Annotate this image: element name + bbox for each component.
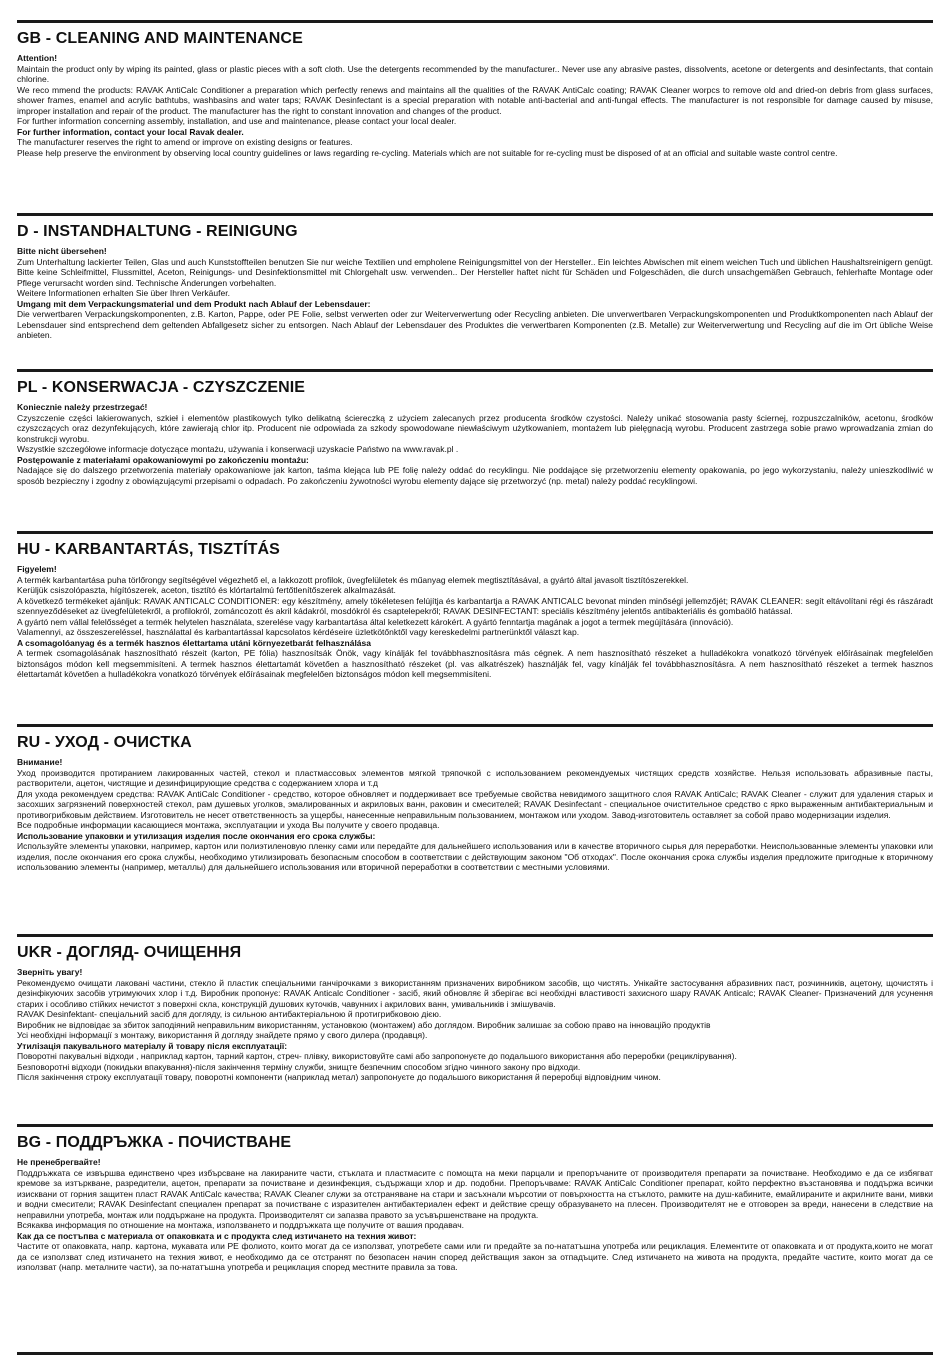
section-paragraph: RAVAK Desinfektant- спеціальний засіб для догляду, із сильною антибактеріальною й протигрибковою дією. — [17, 1009, 442, 1019]
section-body — [17, 402, 933, 486]
section-divider — [17, 724, 933, 727]
section-paragraph: Weitere Informationen erhalten Sie über Ihren Verkäufer. — [17, 288, 230, 298]
section-divider — [17, 531, 933, 534]
section-subheading: For further information, contact your local Ravak dealer. — [17, 126, 244, 137]
section-paragraph: Nadające się do dalszego przetworzenia materiały opakowaniowe jak karton, taśma klejąca lub PE folię należy oddać do recyklingu. Nie poddające się przetworzeniu elementy opakowania, po jego wykorzystaniu, należy unieszkodliwić w sposób bezpieczny i zgodny z obowiązującymi przepisami o odpadach. Po zakończeniu żywotności wyrobu elementy dające się przetworzyć (np. metal) należy poddać recyklingowi. — [17, 465, 933, 486]
section-ru — [17, 724, 933, 873]
section-body — [17, 246, 933, 341]
section-paragraph: Поворотні пакувальні відходи , наприклад картон, тарний картон, стреч- плівку, використовуйте самі або запропонуєте до подальшого використання або переробки (рециклірування). — [17, 1051, 737, 1061]
section-body — [17, 53, 933, 158]
section-body — [17, 1157, 933, 1273]
section-paragraph: Zum Unterhaltung lackierter Teilen, Glas und auch Kunststoffteilen benutzen Sie nur weiche Textilien und empholene Reinigungsmittel von der Hersteller.. Ein leichtes Abwischen mit einem weichen Tuch und üblichen Haushaltsreinigern genügt. Bitte keine Schleifmittel, Flussmittel, Aceton, Reinigungs- und Desinfektionsmittel mit Chlorgehalt usw. verwenden.. Der Hersteller haftet nicht für Schäden und Folgeschäden, die durch unsachgemäßen Gebrauch, fehlerhafte Montage oder Pflege verursacht worden sind. Technische Änderungen vorbehalten. — [17, 256, 933, 288]
section-paragraph: Рекомендуємо очищати лаковані частини, стекло й пластик спеціальними ганчірочками з використанням призначених виробником засобів, що чистять. Унікайте застосування абразивних паст, розчинників, ацетону, щочистять і дезінфікуючих засобів утримуючих хлор і т.д. Виробник пропонує: RAVAK Anticalc Conditioner - засіб, який обновляє й зберігає всі необхідні властивості захисного шару RAVAK Anticalc; RAVAK Cleaner- Призначений для усунення старих і особливо стійких нечистот з поверхні скла, конструкцій душових куточків, чавунних і акрилових ванн, умивальників і змішувачів. — [17, 977, 933, 1009]
section-paragraph: Die verwertbaren Verpackungskomponenten, z.B. Karton, Pappe, oder PE Folie, selbst verwerten oder zur Weiterverwertung oder Recycling anbieten. Die unverwertbaren Verpackungskomponenten und Produktkomponenten nach Ablauf der Lebensdauer sind entsprechend dem geltenden Abfallgesetz sicher zu entsorgen. Nach Ablauf der Lebensdauer des Produktes die verwertbaren Komponenten (z.B. Metalle) zur Weiterverwertung und Recycling auf die im Ort übliche Weise anbieten. — [17, 309, 933, 340]
section-body — [17, 757, 933, 873]
section-divider — [17, 934, 933, 937]
section-divider — [17, 369, 933, 372]
section-subheading: Использование упаковки и утилизация изделия после окончания его срока службы: — [17, 830, 376, 841]
section-paragraph: Wszystkie szczegółowe informacje dotyczące montażu, używania i konserwacji uzyskacie Państwo na www.ravak.pl . — [17, 444, 459, 454]
section-subheading: Bitte nicht übersehen! — [17, 246, 107, 256]
section-title: UKR - ДОГЛЯД- ОЧИЩЕННЯ — [17, 944, 242, 961]
section-paragraph: Maintain the product only by wiping its painted, glass or plastic pieces with a soft cloth. Use the detergents recommended by the manufacturer.. Never use any abrasive pastes, dissolvents, acetone or detergents and desinfectants, that contain chlorine. — [17, 63, 933, 84]
section-paragraph: Після закінчення строку експлуатації товару, поворотні компоненти (наприклад метал) запропонуєте до подальшого використання й переробці відповідним чином. — [17, 1072, 661, 1082]
bottom-divider — [17, 1352, 933, 1355]
section-subheading: Umgang mit dem Verpackungsmaterial und dem Produkt nach Ablauf der Lebensdauer: — [17, 298, 371, 309]
section-paragraph: Kerüljük csiszolópaszta, hígítószerek, aceton, tisztító és klórtartalmú fertőtlenítőszerek alkalmazását. — [17, 585, 396, 595]
section-paragraph: For further information concerning assembly, installation, and use and maintenance, please contact your local dealer. — [17, 116, 457, 126]
section-subheading: Attention! — [17, 53, 58, 63]
section-paragraph: Valamennyi, az összeszereléssel, használattal és karbantartással kapcsolatos kérdéseire üzletkötőnktől vagy kereskedelmi partnerünktől választ kap. — [17, 627, 580, 637]
section-divider — [17, 1124, 933, 1127]
section-title: PL - KONSERWACJA - CZYSZCZENIE — [17, 379, 306, 396]
section-title: GB - CLEANING AND MAINTENANCE — [17, 30, 303, 47]
section-paragraph: Усі необхідні інформації з монтажу, використання й догляду знайдете прямо у свого дилера (продавця). — [17, 1030, 428, 1040]
section-bg — [17, 1124, 933, 1273]
section-d — [17, 213, 933, 341]
section-paragraph: The manufacturer reserves the right to amend or improve on existing designs or features. — [17, 137, 353, 147]
section-paragraph: Уход производится протиранием лакированных частей, стекол и пластмассовых элементов мягкой тряпочкой с использованием рекомендуемых чистящих средств хозяйстве. Нельзя использовать абразивные пасты, растворители, ацетон, чистящие и дезинфицирующие средства с содержанием хлора и т.д — [17, 767, 933, 788]
section-paragraph: Czyszczenie części lakierowanych, szkieł i elementów plastikowych tylko delikatną ściereczką z użyciem zalecanych przez producenta środków czystości. Należy unikać stosowania pasty ściernej, rozpuszczalników, acetonu, środków czyszczących oraz dezynfekujących, które zawierają chlor itp. Producent nie odpowiada za szkody spowodowane niewłaściwym użytkowaniem, montażem lub pielęgnacją wyrobu. Producent zastrzega sobie prawo wprowadzania zmian do konstrukcji wyrobu. — [17, 412, 933, 444]
section-divider — [17, 213, 933, 216]
section-paragraph: Виробник не відповідає за збиток заподіяний неправильним використанням, установкою (монтажем) або доглядом. Виробник залишає за собою право на інноваційо продуктів — [17, 1019, 711, 1030]
section-paragraph: Частите от опаковката, напр. картона, мукавата или PE фолиото, които могат да се използват, употребете сами или ги предайте за по-нататъшна употреба или рециклация. Елементите от опаковката и от продукта,които не могат да се използват след изтичането на техния живот, е необходимо да се отстранят по безопасен начин според действащия закон за отпадъците. След изтичането на живота на продукта, предайте частите, които могат да се използват (напр. металните части), за по-нататъшна употреба и рециклация според местните правила за това. — [17, 1241, 933, 1272]
section-body — [17, 564, 933, 680]
section-subheading: Postępowanie z materiałami opakowaniowymi po zakończeniu montażu: — [17, 454, 309, 465]
section-paragraph: We reco mmend the products: RAVAK AntiCalc Conditioner a preparation which perfectly renews and maintains all the qualities of the RAVAK AntiCalc coating; RAVAK Cleaner worpcs to remove old and dried-on debris from glass surfaces, shower frames, enamel and acrylic bathtubs, washbasins and water taps; RAVAK Desinfectant is a special preparation with notable anti-bacterial and anti-fungal effects. The manufacturer is not responsible for damage caused by misuse, improper installation and repair of the product. The manufacturer has the right to constant innovation and changes of the product. — [17, 84, 933, 116]
section-paragraph: A termek csomagolásának hasznosítható részeit (karton, PE fólia) hasznosítsák Önök, vagy kínálják fel továbbhasznosításra más cégnek. A nem hasznosítható részeket a hulladékokra vonatkozó törvények előírásainak megfelelően biztonságos módon kell megsemmisíteni. A termek hasznos élettartamát követően a hasznosítható részeket (pl. vas alkatrészek) használják fel, vagy kínálják fel továbbhasznosításra. A nem hasznosítható részeket a termek hasznos élettartamát követően a hulladékokra vonatkozó törvények előírásainak megfelelően biztonságos módon kell megsemmisíteni. — [17, 648, 933, 679]
section-title: BG - ПОДДРЪЖКА - ПОЧИСТВАНЕ — [17, 1134, 292, 1151]
section-gb — [17, 20, 933, 158]
section-paragraph: A gyártó nem vállal felelősséget a termék helytelen használata, szerelése vagy karbantartása által keletkezett károkért. A gyártó fenntartja magának a jogot a termek megújítására (innováció). — [17, 616, 734, 627]
section-paragraph: Для ухода рекомендуем средства: RAVAK AntiCalc Conditioner - средство, которое обновляет и поддерживает все требуемые свойства невидимого защитного слоя RAVAK AntiCalc; RAVAK Cleaner - служит для удаления старых и засохших загрязнений поверхностей стекол, рам душевых уголков, эмалированных и акриловых ванн, раковин и смесителей; RAVAK Desinfectant - специальное очистительное средство с ярко выраженным антибактериальным и противогрибковым действием. Изготовитель не несет ответственность за ущербы, нанесенные неправильным пользованием, монтажом или уходом. Завод-изготовитель оставляет за собой право модернизации изделия. — [17, 788, 933, 820]
section-title: D - INSTANDHALTUNG - REINIGUNG — [17, 223, 298, 240]
section-subheading: Koniecznie należy przestrzegać! — [17, 402, 148, 412]
section-subheading: Зверніть увагу! — [17, 967, 83, 977]
section-paragraph: Всякаква информация по отношение на монтажа, използването и поддръжката ще получите от вашия продавач. — [17, 1220, 464, 1230]
section-paragraph: Безповоротні відходи (покидьки впакування)-після закінчення терміну служби, знищте безпечним способом згідно чинного закону про відходи. — [17, 1061, 581, 1072]
section-title: RU - УХОД - ОЧИСТКА — [17, 734, 192, 751]
section-paragraph: A következő termékeket ajánljuk: RAVAK ANTICALC CONDITIONER: egy készítmény, amely tökéletesen felújítja és karbantartja a RAVAK ANTICALC bevonat minden minőségi jellemzőjét; RAVAK CLEANER: segít eltávolítani régi és rászáradt szennyeződéseket az üvegfelületekről, a profilokról, zománcozott és akril kádakról, mosdókról és csaptelepekről; RAVAK DESINFECTANT: speciális készítmény jelentős antibakteriális és gombaölő hatással. — [17, 595, 933, 616]
section-body — [17, 967, 933, 1083]
section-paragraph: Все подробные информации касающиеся монтажа, эксплуатации и ухода Вы получите у своего продавца. — [17, 820, 440, 830]
section-pl — [17, 369, 933, 486]
section-subheading: Внимание! — [17, 757, 63, 767]
section-paragraph: Используйте элементы упаковки, например, картон или полиэтиленовую пленку сами или передайте для дальнейшего использования или в качестве вторичного сырья для переработки. Неиспользованные элементы упаковки или изделия, после окончания его срока службы, необходимо утилизировать безопасным способом в соответствии с действующим законом "Об отходах". После окончания срока службы изделия предложите пригодные к вторичному использованию элементы (например, металлы) для дальнейшего использования или вторичной переработки в соответствии с местными условиями. — [17, 841, 933, 872]
section-paragraph: A termék karbantartása puha törlőrongy segítségével végezhető el, a lakkozott profilok, üvegfelületek és műanyag elemek megtisztításával, a gyártó által javasolt tisztítószerekkel. — [17, 574, 689, 585]
section-subheading: A csomagolóanyag és a termék hasznos élettartama utáni környezetbarát felhasználása — [17, 637, 371, 648]
section-hu — [17, 531, 933, 680]
section-divider — [17, 20, 933, 23]
section-title: HU - KARBANTARTÁS, TISZTÍTÁS — [17, 541, 280, 558]
section-paragraph: Please help preserve the environment by observing local country guidelines or laws regarding re-cycling. Materials which are not suitable for re-cycling must be disposed of at an official and suitable waste control centre. — [17, 147, 838, 158]
section-subheading: Утилізація пакувального матеріалу й товару після експлуатації: — [17, 1040, 288, 1051]
section-ukr — [17, 934, 933, 1083]
section-subheading: Не пренебрегвайте! — [17, 1157, 101, 1167]
section-subheading: Как да се постъпва с материала от опаковката и с продукта след изтичането на техния живот: — [17, 1230, 417, 1241]
section-subheading: Figyelem! — [17, 564, 57, 574]
section-paragraph: Поддръжката се извършва единствено чрез избърсване на лакираните части, стъклата и пластмасите с помощта на меки парцали и препоръчаните от производителя препарати за почистване. Необходимо е да се избягват кремове за изтъркване, разредители, ацетон, препарати за почистване и дезинфекция, съдържащи хлор и др. подобни. Препоръчваме: RAVAK AntiCalc Conditioner препарат, който перфектно възстановява и поддържа всички изисквани от горния защитен пласт RAVAK AntiCalc качества; RAVAK Cleaner служи за отстраняване на стари и засъхнали мърсотии от повърхността на стъклото, рамките на душ-кабините, емайлираните и акрилните вани, мивки и водни смесители; RAVAK Desinfectant специален препарат за почистване с изразителен антибактериален ефект и действие срещу образуването на плесен. Производителят не е отговорен за вреди, нанесени в следствие на неправилни употреба, монтаж или поддържане на продукта. Производителят си запазва правото за усъвършенстване на продукта. — [17, 1167, 933, 1220]
